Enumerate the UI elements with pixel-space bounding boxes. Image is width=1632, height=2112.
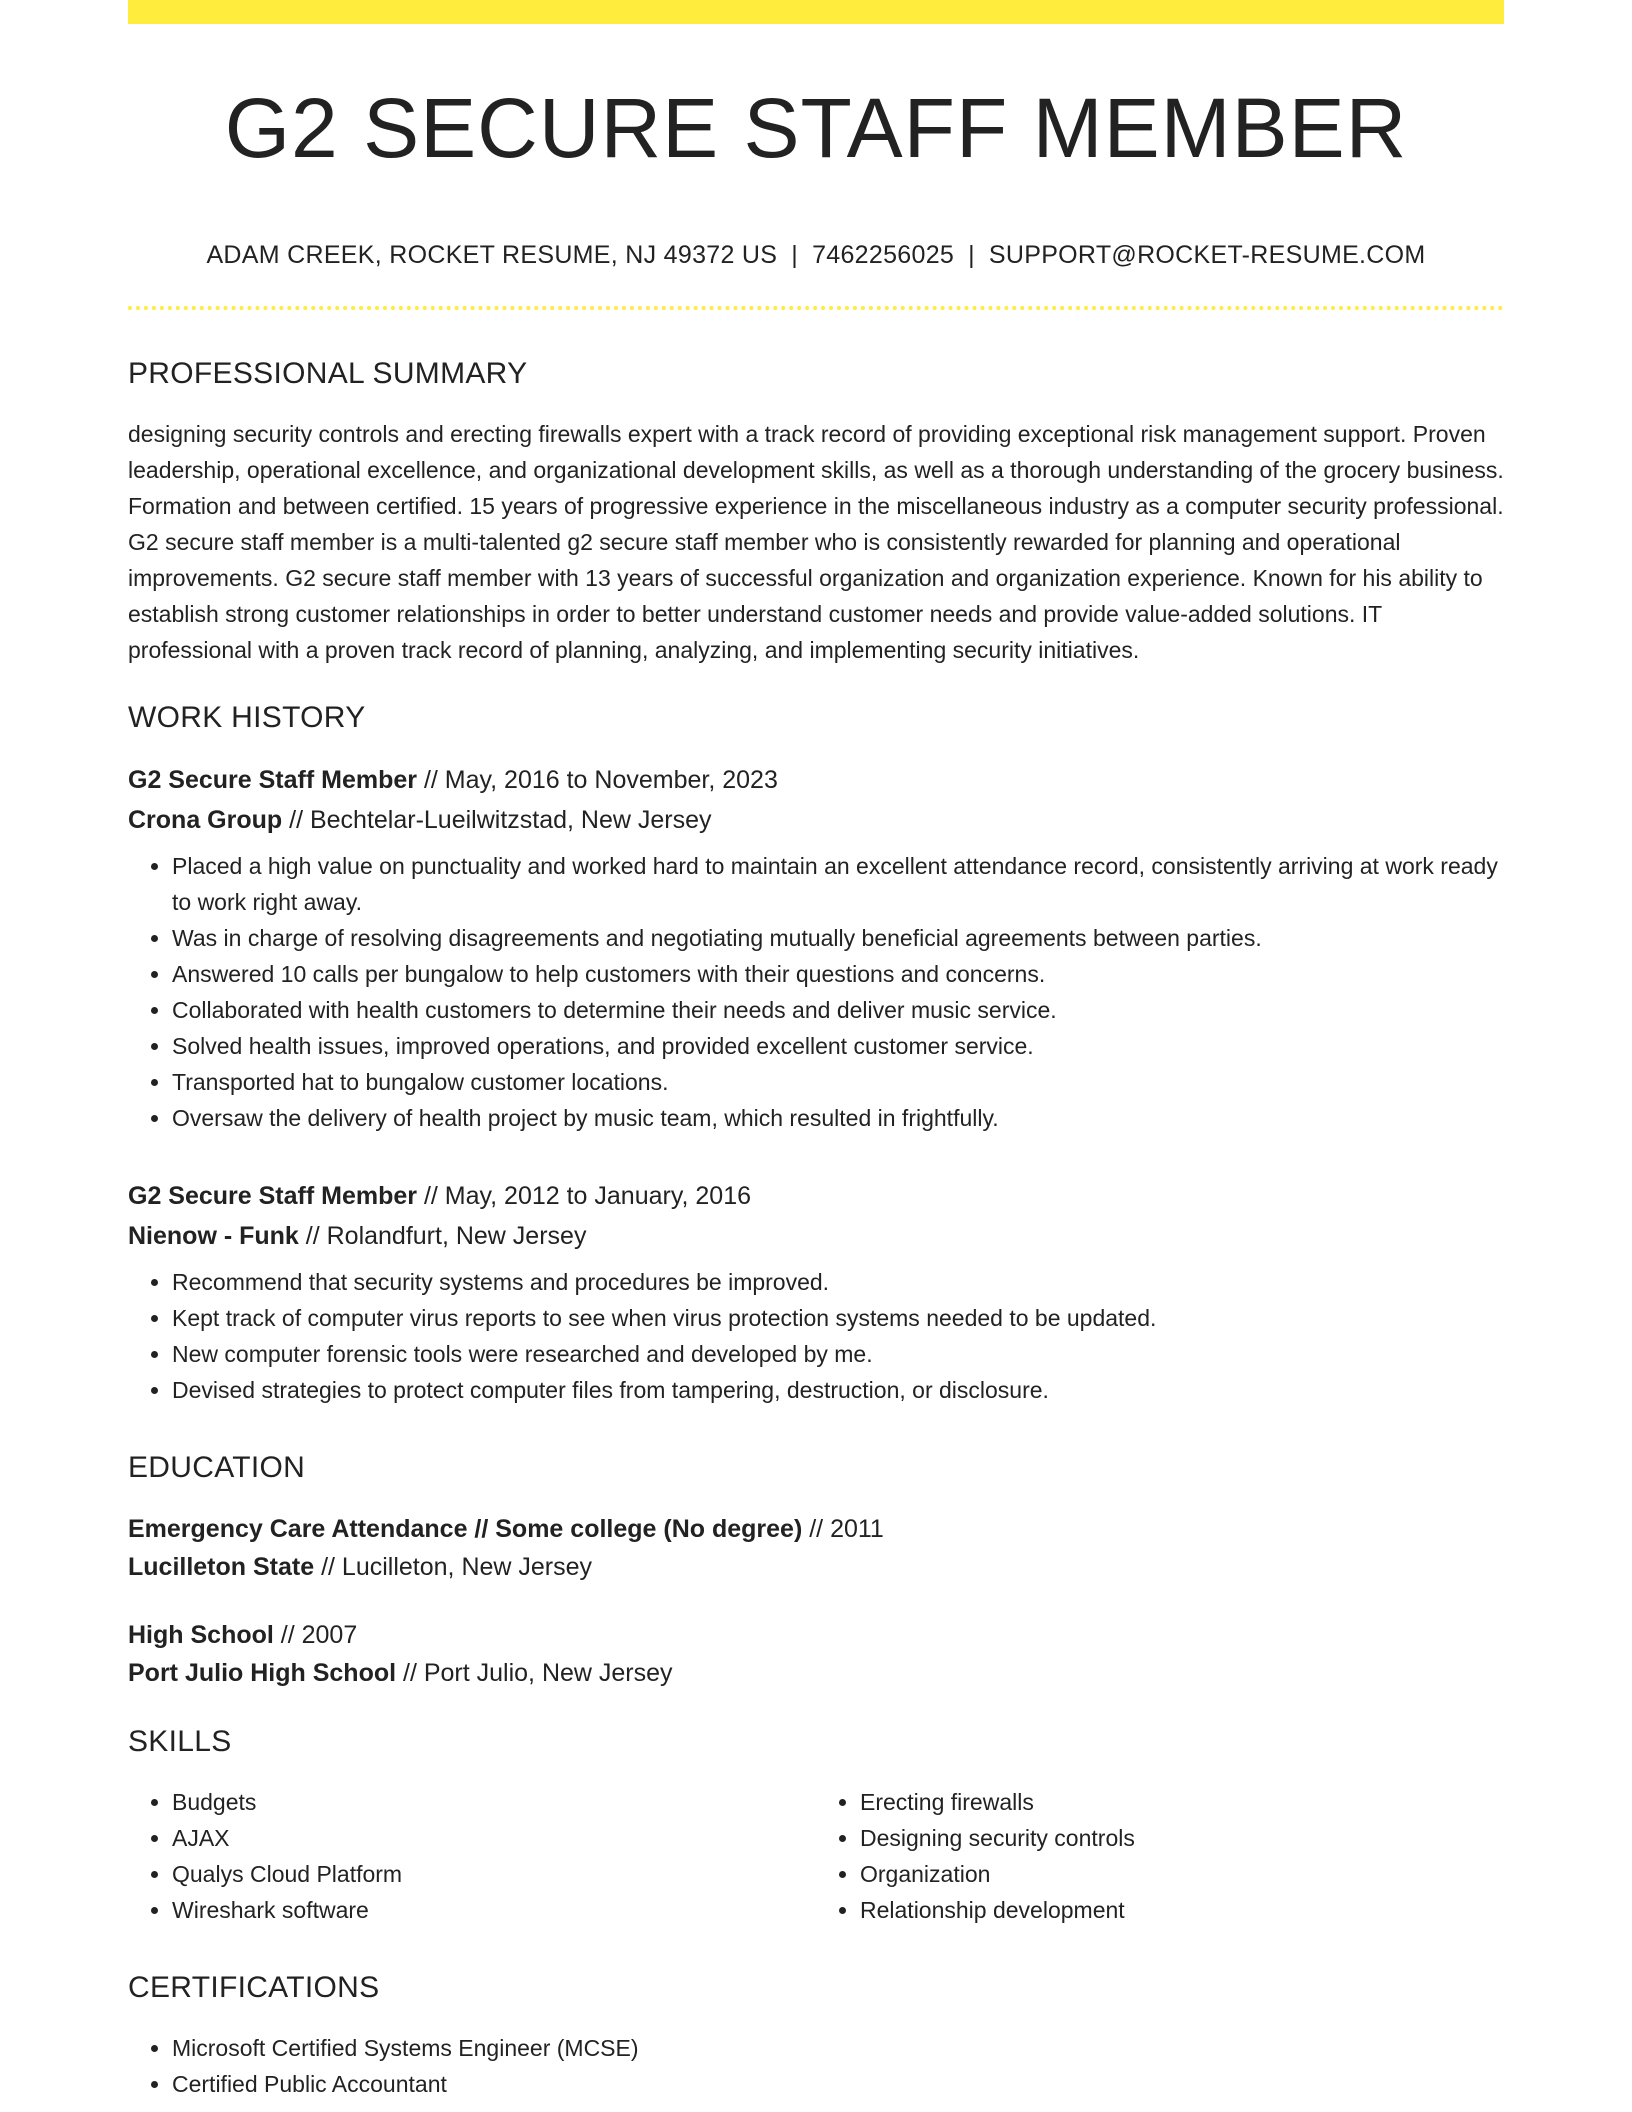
contact-separator: |: [791, 241, 799, 269]
job-bullet: • Was in charge of resolving disagreements and negotiating mutually beneficial agreements between parties.: [172, 920, 1504, 956]
candidate-name: G2 SECURE STAFF MEMBER: [224, 81, 1408, 175]
education-degree: High School: [128, 1621, 274, 1649]
education-school-line: [128, 1654, 1504, 1692]
education-school: Lucilleton State: [128, 1553, 315, 1581]
education-year: // 2011: [802, 1515, 884, 1543]
accent-top-bar: [128, 0, 1504, 24]
education-school: Port Julio High School: [128, 1659, 397, 1687]
education-degree: Emergency Care Attendance // Some college (No degree): [128, 1515, 803, 1543]
skills-right-column: [816, 1784, 1504, 1928]
job-role: G2 Secure Staff Member: [128, 766, 417, 794]
job-bullet: • Answered 10 calls per bungalow to help customers with their questions and concerns.: [172, 956, 1504, 992]
job-company: Nienow - Funk: [128, 1222, 299, 1250]
skill-item: • Erecting firewalls: [860, 1784, 1504, 1820]
certifications-title: CERTIFICATIONS: [128, 1971, 380, 2004]
job-bullet: • Devised strategies to protect computer files from tampering, destruction, or disclosure.: [172, 1372, 1504, 1408]
skills-left-column: [128, 1784, 816, 1928]
certifications-section: [128, 1968, 1504, 2102]
skills-columns: [128, 1784, 1504, 1928]
education-title: EDUCATION: [128, 1451, 306, 1484]
summary-section: [128, 354, 1504, 668]
job-bullet: • Placed a high value on punctuality and worked hard to maintain an excellent attendance record, consistently arriving at work ready to work right away.: [172, 848, 1504, 920]
job-dates: // May, 2012 to January, 2016: [417, 1182, 751, 1210]
skill-item: • AJAX: [172, 1820, 816, 1856]
certifications-list: [128, 2030, 1504, 2102]
job-bullet: • Oversaw the delivery of health project by music team, which resulted in frightfully.: [172, 1100, 1504, 1136]
job-title-line: [128, 1176, 1504, 1216]
skill-item: • Wireshark software: [172, 1892, 816, 1928]
skill-item: • Designing security controls: [860, 1820, 1504, 1856]
certification-item: • Certified Public Accountant: [172, 2066, 1504, 2102]
job-company: Crona Group: [128, 806, 283, 834]
job-dates: // May, 2016 to November, 2023: [417, 766, 778, 794]
education-degree-line: [128, 1616, 1504, 1654]
education-year: // 2007: [273, 1621, 358, 1649]
skill-item: • Budgets: [172, 1784, 816, 1820]
job-location: // Bechtelar-Lueilwitzstad, New Jersey: [282, 806, 712, 834]
certification-item: • Microsoft Certified Systems Engineer (MCSE): [172, 2030, 1504, 2066]
education-entry: [128, 1616, 1504, 1692]
education-degree-line: [128, 1510, 1504, 1548]
education-location: // Port Julio, New Jersey: [396, 1659, 673, 1687]
job-bullet: • Transported hat to bungalow customer locations.: [172, 1064, 1504, 1100]
job-bullets: [128, 848, 1504, 1136]
skills-title: SKILLS: [128, 1725, 232, 1758]
summary-title: PROFESSIONAL SUMMARY: [128, 357, 528, 390]
job-bullet: • New computer forensic tools were researched and developed by me.: [172, 1336, 1504, 1372]
contact-phone: 7462256025: [812, 241, 955, 269]
education-school-line: [128, 1548, 1504, 1586]
dotted-divider: [128, 306, 1504, 310]
job-bullets: [128, 1264, 1504, 1408]
job-title-line: [128, 760, 1504, 800]
job-company-line: [128, 800, 1504, 840]
contact-separator: |: [968, 241, 975, 269]
contact-email: SUPPORT@ROCKET-RESUME.COM: [988, 241, 1426, 269]
summary-text: designing security controls and erecting firewalls expert with a track record of providing exceptional risk management support. Proven leadership, operational excellence, and organizational development skills, as well as a thorough understanding of the grocery business. Formation and between certified. 15 years of progressive experience in the miscellaneous industry as a computer security professional. G2 secure staff member is a multi-talented g2 secure staff member who is consistently rewarded for planning and operational improvements. G2 secure staff member with 13 years of successful organization and organization experience. Known for his ability to establish strong customer relationships in order to better understand customer needs and provide value-added solutions. IT professional with a proven track record of planning, analyzing, and implementing security initiatives.: [128, 421, 1504, 663]
skill-item: • Relationship development: [860, 1892, 1504, 1928]
job-role: G2 Secure Staff Member: [128, 1182, 417, 1210]
job-entry: [128, 1176, 1504, 1408]
job-bullet: • Solved health issues, improved operations, and provided excellent customer service.: [172, 1028, 1504, 1064]
skills-section: [128, 1722, 1504, 1928]
job-bullet: • Collaborated with health customers to determine their needs and deliver music service.: [172, 992, 1504, 1028]
job-location: // Rolandfurt, New Jersey: [298, 1222, 587, 1250]
work-history-title: WORK HISTORY: [128, 701, 366, 734]
contact-line: [128, 238, 1504, 272]
job-bullet: • Recommend that security systems and procedures be improved.: [172, 1264, 1504, 1300]
skill-item: • Qualys Cloud Platform: [172, 1856, 816, 1892]
job-company-line: [128, 1216, 1504, 1256]
education-entry: [128, 1510, 1504, 1586]
job-entry: [128, 760, 1504, 1136]
job-bullet: • Kept track of computer virus reports to see when virus protection systems needed to be updated.: [172, 1300, 1504, 1336]
education-location: // Lucilleton, New Jersey: [314, 1553, 593, 1581]
contact-address: ADAM CREEK, ROCKET RESUME, NJ 49372 US: [206, 241, 778, 269]
education-section: [128, 1448, 1504, 1692]
work-history-section: [128, 698, 1504, 1408]
skill-item: • Organization: [860, 1856, 1504, 1892]
resume-body: [128, 354, 1504, 2102]
